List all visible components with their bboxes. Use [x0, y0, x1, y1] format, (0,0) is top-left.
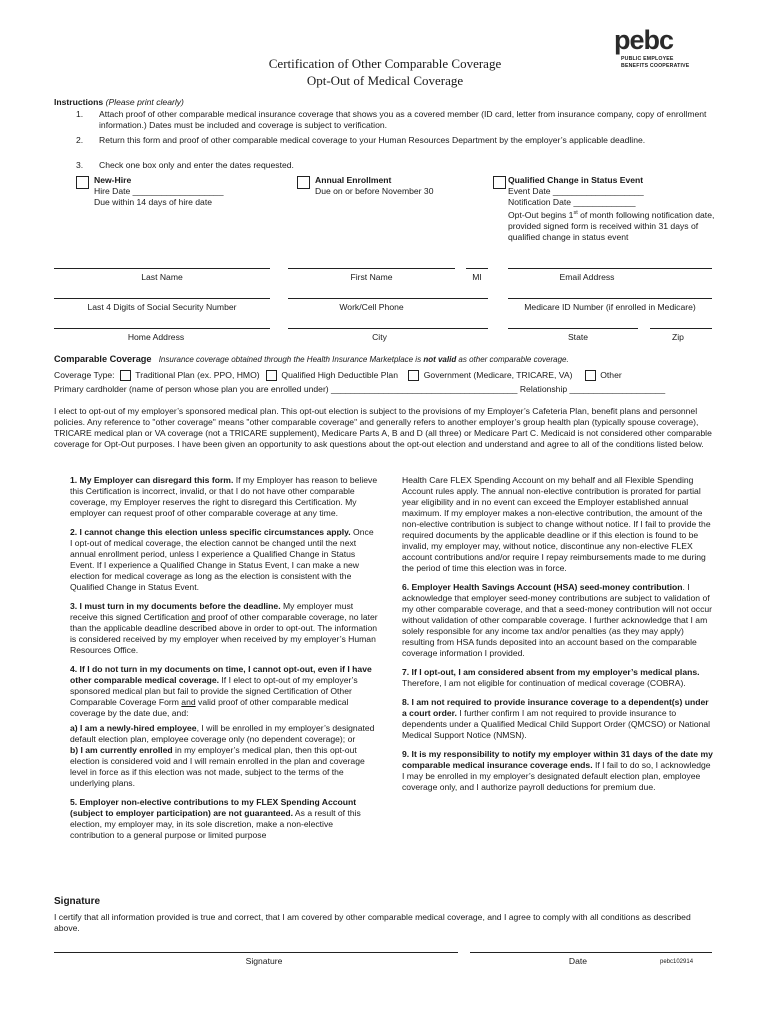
- phone-line[interactable]: [288, 298, 488, 299]
- hdhp-label: Qualified High Deductible Plan: [281, 370, 398, 380]
- instruction-num: 2.: [76, 135, 84, 145]
- instruction-text: Check one box only and enter the dates requested.: [99, 160, 294, 170]
- medicare-label: Medicare ID Number (if enrolled in Medicare): [524, 302, 696, 312]
- medicare-line[interactable]: [508, 298, 712, 299]
- annual-option: [315, 175, 495, 197]
- instruction-item: [76, 160, 96, 171]
- optout-begins-text: Opt-Out begins 1st of month following notification date, provided signed form is received within 31 days of qualified change in status event: [508, 209, 715, 242]
- conditions-right: [402, 475, 714, 801]
- last-name-label: Last Name: [141, 272, 183, 282]
- signature-heading: Signature: [54, 896, 101, 907]
- condition-4a: a) I am a newly-hired employee, I will be enrolled in my employer’s designated default election plan, employee coverage only (no dependent coverage); or: [70, 723, 375, 744]
- comparable-title: Comparable Coverage: [54, 354, 152, 364]
- notification-date-field[interactable]: Notification Date _____________: [508, 197, 636, 207]
- election-paragraph: I elect to opt-out of my employer’s sponsored medical plan. This opt-out election is subject to the provisions of my Employer’s Cafeteria Plan, benefit plans and personnel policies. Any reference to "other coverage" means "other comparable coverage" and generally refers to another employer’s group health plan (typically spouse coverage), TRICARE medical plan or VA coverage (not a TRICARE supplement), Medicare Parts A, B and D (all three) or Medicare Part C. Medicaid is not considered other comparable coverage for Opt-Out purposes. I have been given an opportunity to ask questions about the opt-out election and understand and agree to all of the conditions listed below.: [54, 406, 712, 449]
- annual-due: Due on or before November 30: [315, 186, 434, 196]
- marketplace-note: Insurance coverage obtained through the Health Insurance Marketplace is not valid as other comparable coverage.: [158, 355, 569, 364]
- condition-4b: b) I am currently enrolled in my employer’s medical plan, then this opt-out election is considered void and I will remain enrolled in the plan and coverage level in force as if this election was not made, subject to the terms of the underlying plans.: [70, 745, 365, 788]
- instruction-num: 3.: [76, 160, 84, 170]
- home-address-line[interactable]: [54, 328, 270, 329]
- date-label: Date: [568, 956, 588, 966]
- signature-label: Signature: [245, 956, 283, 966]
- mi-line[interactable]: [466, 268, 488, 269]
- qualified-option: [508, 175, 718, 243]
- qualified-title: Qualified Change in Status Event: [508, 175, 644, 185]
- instructions-note: (Please print clearly): [105, 97, 184, 107]
- instruction-item: [76, 135, 96, 146]
- ssn4-label: Last 4 Digits of Social Security Number: [87, 302, 237, 312]
- condition-1: 1. My Employer can disregard this form. If my Employer has reason to believe this Certification is incorrect, invalid, or that I do not have other comparable coverage, my Employer reserves the right to disregard this Certification. My employer can request proof of other comparable coverage at any time.: [70, 475, 378, 518]
- instruction-text: Attach proof of other comparable medical insurance coverage that shows you as a covered member (ID card, letter from insurance company, copy of enrollment information.) Dates must be included and coverage is subject to verification.: [99, 109, 707, 130]
- other-label: Other: [600, 370, 622, 380]
- government-label: Government (Medicare, TRICARE, VA): [423, 370, 573, 380]
- primary-cardholder-row[interactable]: Primary cardholder (name of person whose plan you are enrolled under) _______________________________________ Relationship ____________________: [54, 384, 666, 394]
- condition-8: 8. I am not required to provide insurance coverage to a dependent(s) under a court order. I further confirm I am not required to provide insurance to dependents under a Qualified Medical Child Support Order (QMCSO) or National Medical Support Notice (NMSN).: [402, 697, 711, 740]
- form-subtitle: Opt-Out of Medical Coverage: [306, 73, 464, 88]
- zip-line[interactable]: [650, 328, 712, 329]
- condition-5-continued: Health Care FLEX Spending Account on my behalf and all Flexible Spending Account rules apply. The annual non-elective contribution is prorated for partial year eligibility and in no event can exceed the Employer established annual maximum. If my employer makes a non-elective contribution, the amount of the non-elective contribution is subject to change without notice. If I fail to provide the required documents by the applicable deadline or if this election is found to be invalid, my employer may, without notice, discontinue any non-elective FLEX account contributions and/or require I repay reimbursements made to me during the period of time this election was in force.: [402, 475, 711, 573]
- logo-line1: PUBLIC EMPLOYEE: [621, 56, 674, 62]
- email-label: Email Address: [559, 272, 615, 282]
- hire-date-field[interactable]: Hire Date ___________________: [94, 186, 224, 196]
- conditions-left: [70, 475, 378, 849]
- condition-6: 6. Employer Health Savings Account (HSA) seed-money contribution. I acknowledge that employer seed-money contributions are subject to validation of my other comparable coverage, and that a seed-money contribution will not occur without validation of other comparable coverage. I further acknowledge that I am solely responsible for any income tax and/or penalties (as they may apply) resulting from HSA funds deposited into an account based on the comparable coverage information I provided.: [402, 582, 713, 658]
- condition-4: 4. If I do not turn in my documents on time, I cannot opt-out, even if I have other comparable medical coverage. If I elect to opt-out of my employer’s sponsored medical plan but fail to provide the signed Certification of Other Comparable Coverage Form and valid proof of other comparable medical coverage by the date due, and:: [70, 664, 372, 718]
- logo-line2: BENEFITS COOPERATIVE: [621, 63, 690, 69]
- traditional-checkbox[interactable]: [120, 370, 131, 381]
- signature-line[interactable]: [54, 952, 458, 953]
- form-title: Certification of Other Comparable Coverage: [268, 56, 502, 71]
- email-line[interactable]: [508, 268, 712, 269]
- instruction-num: 1.: [76, 109, 84, 119]
- last-name-line[interactable]: [54, 268, 270, 269]
- event-date-field[interactable]: Event Date ___________________: [508, 186, 644, 196]
- state-label: State: [567, 332, 589, 342]
- condition-3: 3. I must turn in my documents before the deadline. My employer must receive this signed Certification and proof of other comparable coverage, no later than the applicable deadline described above in order to opt-out. The information is considered received by my employer when received by my employer’s Human Resources Office.: [70, 601, 378, 655]
- form-code: pebc102914: [660, 959, 694, 965]
- phone-label: Work/Cell Phone: [339, 302, 404, 312]
- coverage-type-label: Coverage Type:: [54, 370, 115, 380]
- instructions-heading: [54, 97, 184, 108]
- city-line[interactable]: [288, 328, 488, 329]
- condition-9: 9. It is my responsibility to notify my employer within 31 days of the date my comparable medical insurance coverage ends. If I fail to do so, I acknowledge I may be enrolled in my employer’s designated default election plan, employee coverage only, and I authorize payroll deductions for premium due.: [402, 749, 713, 792]
- other-checkbox[interactable]: [585, 370, 596, 381]
- condition-2: 2. I cannot change this election unless specific circumstances apply. Once I opt-out of medical coverage, the election cannot be changed until the next annual enrollment period, unless I experience a Qualified Change in Status Event. If I experience a Qualified Change in Status Event, I can make a new election for medical coverage as long as the election is consistent with the Qualified Change in Status Event.: [70, 527, 374, 592]
- zip-label: Zip: [672, 332, 684, 342]
- newhire-title: New-Hire: [94, 175, 132, 185]
- logo-mark: pebc: [614, 25, 674, 55]
- first-name-line[interactable]: [288, 268, 455, 269]
- condition-5: 5. Employer non-elective contributions to my FLEX Spending Account (subject to employer participation) are not guaranteed. As a result of this election, my employer may, in its sole discretion, make a non-elective contribution to a general purpose or limited purpose: [70, 797, 361, 840]
- newhire-due: Due within 14 days of hire date: [94, 197, 212, 207]
- home-address-label: Home Address: [127, 332, 185, 342]
- annual-title: Annual Enrollment: [315, 175, 392, 185]
- traditional-label: Traditional Plan (ex. PPO, HMO): [135, 370, 260, 380]
- condition-7: 7. If I opt-out, I am considered absent from my employer’s medical plans. Therefore, I am not eligible for continuation of medical coverage (COBRA).: [402, 667, 700, 688]
- ssn4-line[interactable]: [54, 298, 270, 299]
- certify-text: I certify that all information provided is true and correct, that I am covered by other comparable medical coverage, and I agree to comply with all conditions as described above.: [54, 912, 691, 933]
- instruction-text: Return this form and proof of other comparable medical coverage to your Human Resources Department by the employer’s applicable deadline.: [99, 135, 646, 145]
- qualified-checkbox[interactable]: [493, 176, 506, 189]
- first-name-label: First Name: [350, 272, 393, 282]
- newhire-option: [94, 175, 284, 208]
- mi-label: MI: [472, 272, 482, 282]
- hdhp-checkbox[interactable]: [266, 370, 277, 381]
- instruction-item: [76, 109, 96, 120]
- annual-checkbox[interactable]: [297, 176, 310, 189]
- state-line[interactable]: [508, 328, 638, 329]
- instructions-label: Instructions: [54, 97, 104, 107]
- government-checkbox[interactable]: [408, 370, 419, 381]
- comparable-heading: [54, 354, 734, 366]
- coverage-type-row: [54, 370, 734, 381]
- date-line[interactable]: [470, 952, 712, 953]
- newhire-checkbox[interactable]: [76, 176, 89, 189]
- city-label: City: [372, 332, 387, 342]
